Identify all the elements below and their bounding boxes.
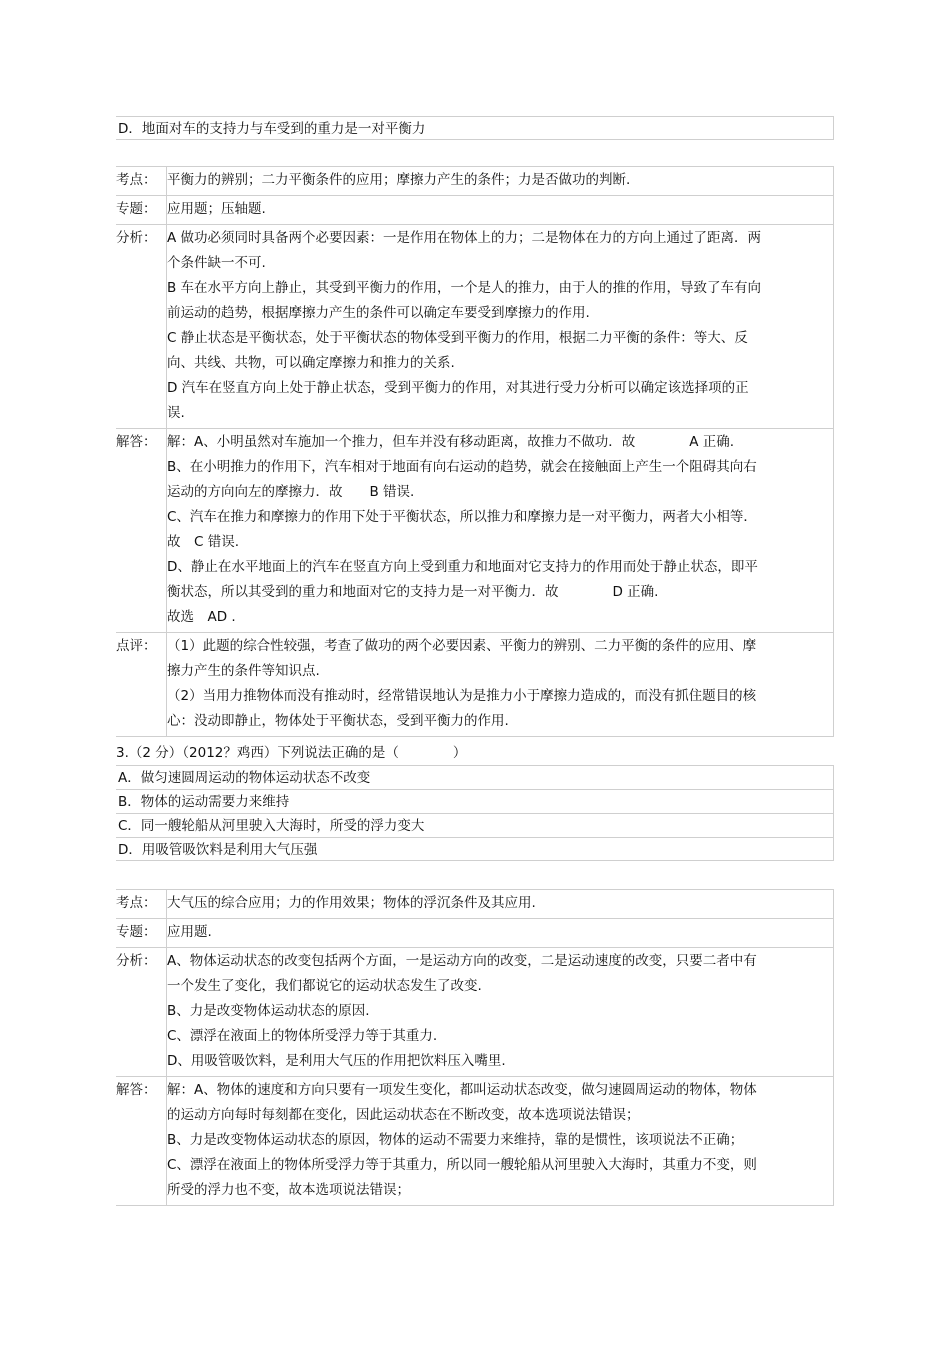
q3-options: [116, 765, 834, 861]
zhuanti-row: [116, 918, 834, 947]
fenxi-row: [116, 947, 834, 1076]
zhuanti-label: 专题：: [116, 201, 157, 217]
zhuanti-text: 应用题；压轴题.: [166, 196, 833, 224]
jieda-content: [166, 1077, 833, 1205]
fenxi-label: 分析：: [116, 953, 157, 969]
jieda-row: [116, 1076, 834, 1206]
zhuanti-row: [116, 195, 834, 224]
q3-option-d: D．用吸管吸饮料是利用大气压强: [116, 837, 834, 861]
q3-option-b: B．物体的运动需要力来维持: [116, 789, 834, 813]
jieda-paragraph: 解：A、物体的速度和方向只要有一项发生变化，都叫运动状态改变，做匀速圆周运动的物体，物体的运动方向每时每刻都在变化，因此运动状态在不断改变，故本选项说法错误；: [167, 1082, 757, 1123]
jieda-content: [166, 429, 833, 632]
q2-analysis-table: [116, 166, 834, 737]
kaodian-text: 大气压的综合应用；力的作用效果；物体的浮沉条件及其应用.: [166, 890, 833, 918]
jieda-paragraph: C、漂浮在液面上的物体所受浮力等于其重力，所以同一艘轮船从河里驶入大海时，其重力不变，则所受的浮力也不变，故本选项说法错误；: [167, 1157, 757, 1198]
fenxi-paragraph: C 静止状态是平衡状态，处于平衡状态的物体受到平衡力的作用，根据二力平衡的条件：等大、反向、共线、共物，可以确定摩擦力和推力的关系.: [167, 330, 748, 371]
q3-question: 3.（2 分）（2012？鸡西）下列说法正确的是（ ）: [116, 745, 467, 761]
q3-option-c: C．同一艘轮船从河里驶入大海时，所受的浮力变大: [116, 813, 834, 837]
jieda-paragraph: B、在小明推力的作用下，汽车相对于地面有向右运动的趋势，就会在接触面上产生一个阻碍其向右运动的方向向左的摩擦力．故 B 错误.: [167, 459, 757, 500]
fenxi-paragraph: D 汽车在竖直方向上处于静止状态，受到平衡力的作用，对其进行受力分析可以确定该选择项的正误.: [167, 380, 749, 421]
jieda-paragraph: C、汽车在推力和摩擦力的作用下处于平衡状态，所以推力和摩擦力是一对平衡力，两者大小相等．故 C 错误.: [167, 509, 757, 550]
dianping-label: 点评：: [116, 638, 157, 654]
dianping-content: [166, 633, 833, 736]
zhuanti-text: 应用题.: [166, 919, 833, 947]
q2-options: [116, 116, 834, 140]
jieda-paragraph: 故选 AD .: [167, 609, 236, 625]
jieda-paragraph: B、力是改变物体运动状态的原因，物体的运动不需要力来维持，靠的是惯性，该项说法不正确；: [167, 1132, 744, 1148]
dianping-paragraph: （1）此题的综合性较强，考查了做功的两个必要因素、平衡力的辨别、二力平衡的条件的应用、摩擦力产生的条件等知识点.: [167, 638, 757, 679]
fenxi-paragraph: B、力是改变物体运动状态的原因.: [167, 1003, 370, 1019]
q3-option-a: A．做匀速圆周运动的物体运动状态不改变: [116, 765, 834, 789]
fenxi-label: 分析：: [116, 230, 157, 246]
dianping-paragraph: （2）当用力推物体而没有推动时，经常错误地认为是推力小于摩擦力造成的，而没有抓住题目的核心：没动即静止，物体处于平衡状态，受到平衡力的作用.: [167, 688, 757, 729]
q2-option-d: D．地面对车的支持力与车受到的重力是一对平衡力: [116, 116, 834, 140]
jieda-paragraph: D、静止在水平地面上的汽车在竖直方向上受到重力和地面对它支持力的作用而处于静止状态，即平衡状态，所以其受到的重力和地面对它的支持力是一对平衡力．故 D 正确.: [167, 559, 758, 600]
kaodian-label: 考点：: [116, 895, 157, 911]
q3-analysis-table: [116, 889, 834, 1206]
zhuanti-label: 专题：: [116, 924, 157, 940]
fenxi-paragraph: A 做功必须同时具备两个必要因素：一是作用在物体上的力；二是物体在力的方向上通过了距离．两个条件缺一不可.: [167, 230, 762, 271]
fenxi-content: [166, 225, 833, 428]
jieda-label: 解答：: [116, 434, 157, 450]
fenxi-paragraph: C、漂浮在液面上的物体所受浮力等于其重力.: [167, 1028, 438, 1044]
kaodian-label: 考点：: [116, 172, 157, 188]
fenxi-paragraph: A、物体运动状态的改变包括两个方面，一是运动方向的改变，二是运动速度的改变，只要二者中有一个发生了变化，我们都说它的运动状态发生了改变.: [167, 953, 757, 994]
fenxi-paragraph: B 车在水平方向上静止，其受到平衡力的作用，一个是人的推力，由于人的推的作用，导致了车有向前运动的趋势，根据摩擦力产生的条件可以确定车要受到摩擦力的作用.: [167, 280, 762, 321]
fenxi-paragraph: D、用吸管吸饮料，是利用大气压的作用把饮料压入嘴里.: [167, 1053, 506, 1069]
kaodian-row: [116, 166, 834, 195]
jieda-label: 解答：: [116, 1082, 157, 1098]
fenxi-content: [166, 948, 833, 1076]
fenxi-row: [116, 224, 834, 428]
kaodian-row: [116, 889, 834, 918]
dianping-row: [116, 632, 834, 737]
jieda-row: [116, 428, 834, 632]
jieda-paragraph: 解：A、小明虽然对车施加一个推力，但车并没有移动距离，故推力不做功．故 A 正确.: [167, 434, 735, 450]
kaodian-text: 平衡力的辨别；二力平衡条件的应用；摩擦力产生的条件；力是否做功的判断.: [166, 167, 833, 195]
